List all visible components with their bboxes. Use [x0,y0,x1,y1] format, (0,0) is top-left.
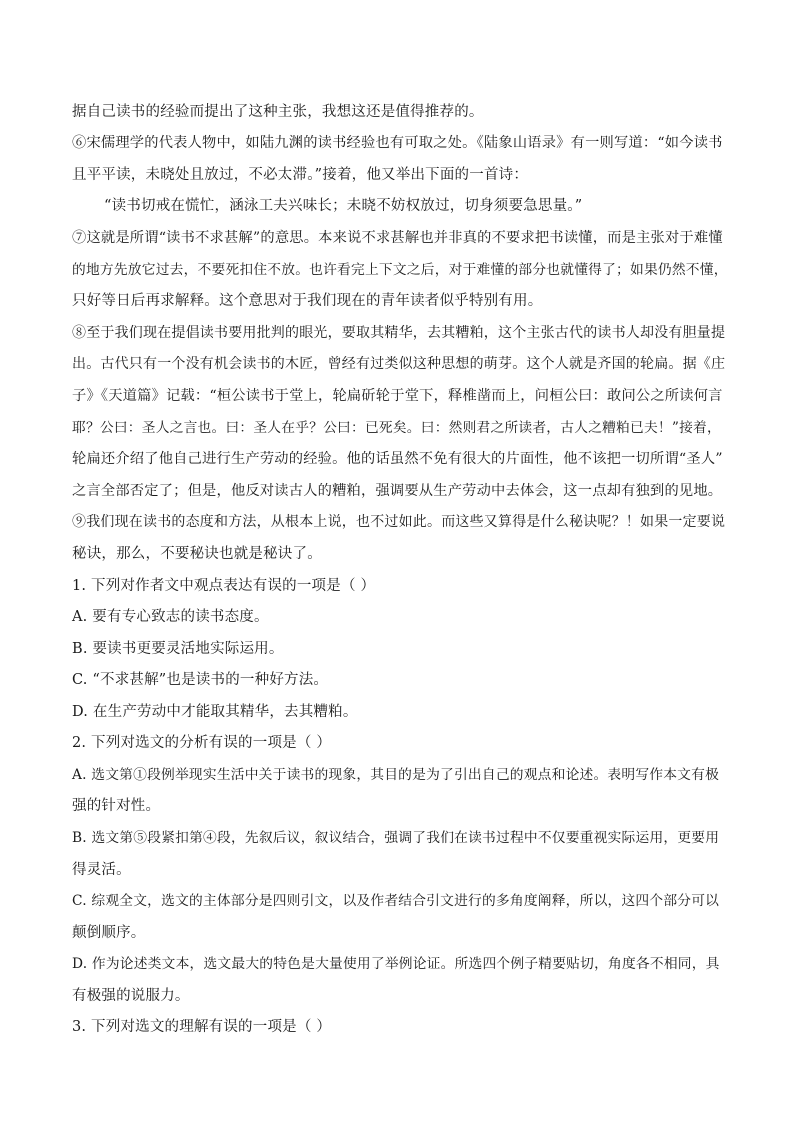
question-2-option-d: D. 作为论述类文本，选文最大的特色是大量使用了举例论证。所选四个例子精要贴切，角度各不相同，具 [72,956,720,972]
paragraph-6-line: ⑥宋儒理学的代表人物中，如陆九渊的读书经验也有可取之处。《陆象山语录》有一则写道：“如今读书 [72,135,723,151]
question-1-option-d: D. 在生产劳动中才能取其精华，去其糟粕。 [72,704,358,720]
question-2-option-a: A. 选文第①段例举现实生活中关于读书的现象，其目的是为了引出自己的观点和论述。表明写作本文有极 [72,767,720,783]
paragraph-7-line: ⑦这就是所谓“读书不求甚解”的意思。本来说不求甚解也并非真的不要求把书读懂，而是主张对于难懂 [72,230,723,246]
question-1-option-a: A. 要有专心致志的读书态度。 [72,609,269,625]
text-line: 秘诀，那么，不要秘诀也就是秘诀了。 [72,546,322,562]
question-1: 1. 下列对作者文中观点表达有误的一项是（ ） [72,578,376,594]
text-line: 耶？公曰：圣人之言也。曰：圣人在乎？公曰：已死矣。曰：然则君之所读者，古人之糟粕已夫！”接着， [72,420,721,436]
text-line: 且平平读，未晓处且放过，不必太滞。”接着，他又举出下面的一首诗： [72,167,529,183]
question-2-option-c: C. 综观全文，选文的主体部分是四则引文，以及作者结合引文进行的多角度阐释，所以，这四个部分可以 [72,893,720,909]
question-2-option-b: B. 选文第⑤段紧扣第④段，先叙后议，叙议结合，强调了我们在读书过程中不仅要重视实际运用，更要用 [72,830,720,846]
text-line: 据自己读书的经验而提出了这种主张，我想这还是值得推荐的。 [72,104,484,120]
paragraph-9-line: ⑨我们现在读书的态度和方法，从根本上说，也不过如此。而这些又算得是什么秘诀呢？！如果一定要说 [72,514,726,530]
paragraph-8-line: ⑧至于我们现在提倡读书要用批判的眼光，要取其精华，去其糟粕，这个主张古代的读书人却没有胆量提 [72,325,726,341]
text-line: 出。古代只有一个没有机会读书的木匠，曾经有过类似这种思想的萌芽。这个人就是齐国的轮扁。据《庄 [72,356,726,372]
text-line: 之言全部否定了；但是，他反对读古人的糟粕，强调要从生产劳动中去体会，这一点却有独到的见地。 [72,483,723,499]
question-1-option-b: B. 要读书更要灵活地实际运用。 [72,641,284,657]
text-line: 轮扁还介绍了他自己进行生产劳动的经验。他的话虽然不免有很大的片面性，他不该把一切所谓“圣人” [72,451,723,467]
text-line: 只好等日后再求解释。这个意思对于我们现在的青年读者似乎特别有用。 [72,293,543,309]
question-1-option-c: C. “不求甚解”也是读书的一种好方法。 [72,672,329,688]
question-3: 3. 下列对选文的理解有误的一项是（ ） [72,1019,332,1035]
text-line: 子》《天道篇》记载：“桓公读书于堂上，轮扁斫轮于堂下，释椎凿而上，问桓公曰：敢问公之所读何言 [72,388,723,404]
question-2: 2. 下列对选文的分析有误的一项是（ ） [72,735,332,751]
text-line: 得灵活。 [72,862,131,878]
text-line: 有极强的说服力。 [72,988,190,1004]
quoted-poem: “读书切戒在慌忙，涵泳工夫兴味长；未晓不妨权放过，切身须要急思量。” [104,198,583,214]
text-line: 的地方先放它过去，不要死扣住不放。也许看完上下文之后，对于难懂的部分也就懂得了；如果仍然不懂， [72,262,728,278]
text-line: 颠倒顺序。 [72,925,146,941]
text-line: 强的针对性。 [72,798,161,814]
